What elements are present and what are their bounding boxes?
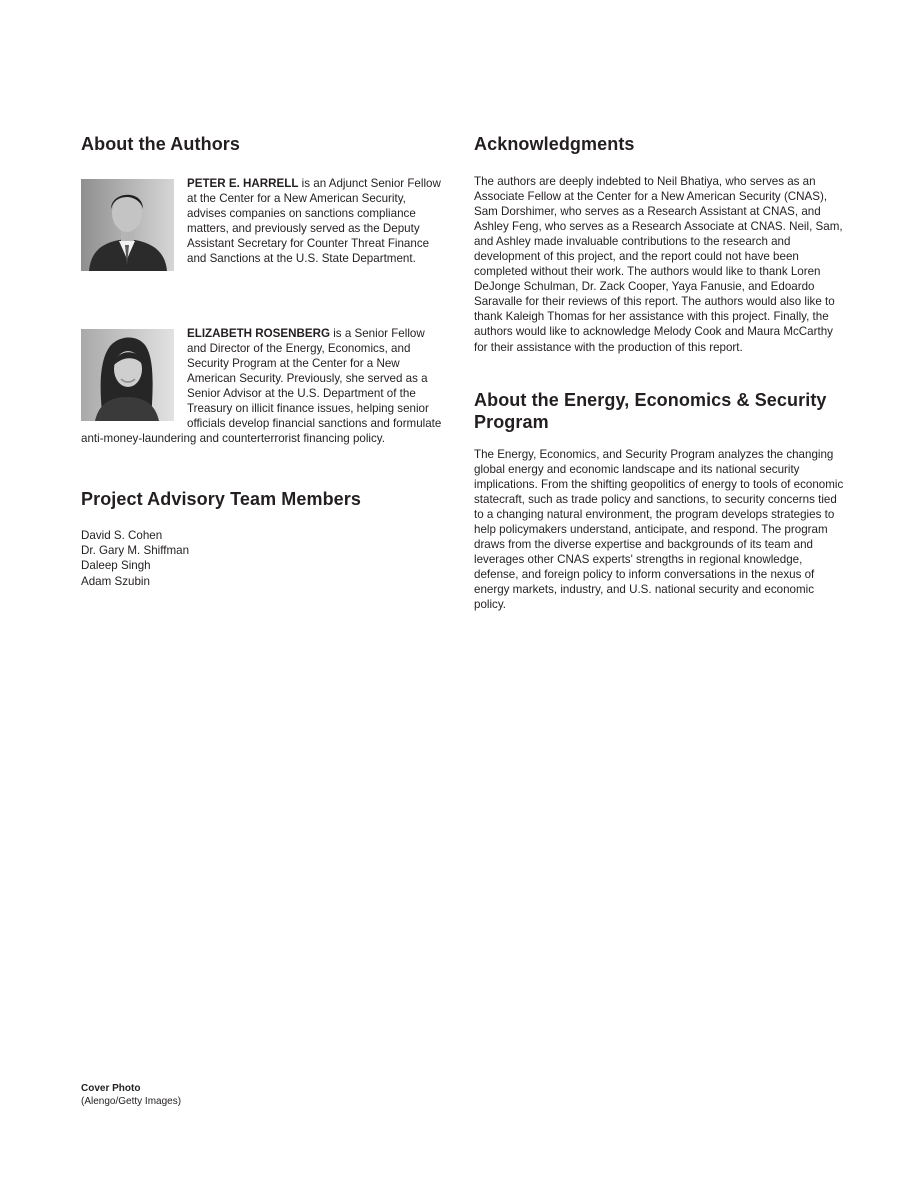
- advisory-member-list: [81, 528, 447, 588]
- advisory-member: Dr. Gary M. Shiffman: [81, 544, 190, 558]
- program-text: The Energy, Economics, and Security Program analyzes the changing global energy and economic landscape and its national security implications. From the shifting geopolitics of energy to tools of economic statecraft, such as trade policy and sanctions, to security concerns tied to a changing natural environment, the program develops strategies to help policymakers understand, anticipate, and respond. The program draws from the diverse expertise and backgrounds of its team and leverages other CNAS experts' strengths in regional knowledge, defense, and foreign policy to inform conversations in the nexus of energy markets, industry, and U.S. national security and economic policy.: [474, 447, 844, 612]
- left-column: [81, 133, 447, 589]
- author-photo-harrell: [81, 179, 174, 271]
- author-bio-harrell: [81, 176, 447, 275]
- author-photo-rosenberg: [81, 329, 174, 421]
- author-text-rosenberg: is a Senior Fellow and Director of the Energy, Economics, and Security Program at the Center for a New American Security. Previously, she served as a Senior Advisor at the U.S. Department of the Treasury on illicit finance issues, helping senior officials develop financial sanctions and formulate anti-money-laundering and counterterrorist financing policy.: [81, 327, 442, 446]
- author-name-harrell: PETER E. HARRELL: [187, 177, 299, 190]
- author-bio-rosenberg: [81, 326, 447, 446]
- advisory-heading: Project Advisory Team Members: [81, 489, 362, 510]
- acknowledgments-heading: Acknowledgments: [474, 134, 635, 154]
- authors-heading: About the Authors: [81, 134, 241, 154]
- author-text-harrell: is an Adjunct Senior Fellow at the Center for a New American Security, advises companies on sanctions compliance matters, and previously served as the Deputy Assistant Secretary for Counter Threat Finance and Sanctions at the U.S. State Department.: [187, 177, 441, 266]
- author-name-rosenberg: ELIZABETH ROSENBERG: [187, 327, 330, 340]
- cover-photo-source: (Alengo/Getty Images): [81, 1095, 182, 1107]
- right-column: [474, 133, 844, 612]
- advisory-member: David S. Cohen: [81, 529, 163, 543]
- advisory-member: Daleep Singh: [81, 559, 151, 573]
- advisory-member: Adam Szubin: [81, 574, 150, 588]
- cover-photo-credit: [81, 1083, 181, 1108]
- cover-photo-label: Cover Photo: [81, 1083, 141, 1094]
- program-heading: About the Energy, Economics & Security Program: [474, 389, 827, 432]
- acknowledgments-text: The authors are deeply indebted to Neil Bhatiya, who serves as an Associate Fellow at the Center for a New American Security (CNAS), Sam Dorshimer, who serves as a Research Assistant at CNAS, and Ashley Feng, who serves as a Research Associate at CNAS. Neil, Sam, and Ashley made invaluable contributions to the research and development of this project, and the report could not have been completed without their work. The authors would like to thank Loren DeJonge Schulman, Dr. Zack Cooper, Yaya Fanusie, and Edoardo Saravalle for their reviews of this report. The authors would also like to thank Kaleigh Thomas for her assistance with this project. Finally, the authors would like to acknowledge Melody Cook and Maura McCarthy for their assistance with the production of this report.: [474, 175, 843, 354]
